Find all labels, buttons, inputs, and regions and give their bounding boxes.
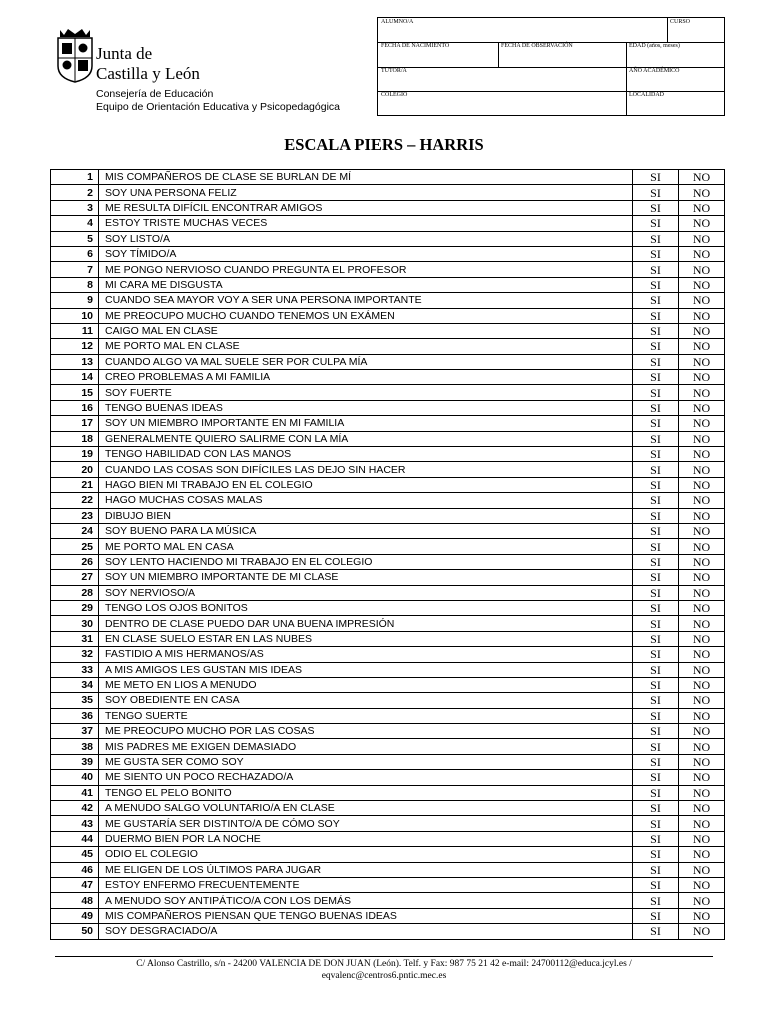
answer-si-option[interactable]: SI xyxy=(633,847,679,862)
question-number: 15 xyxy=(51,385,99,400)
question-row xyxy=(51,508,725,523)
answer-si-option[interactable]: SI xyxy=(633,585,679,600)
question-row xyxy=(51,370,725,385)
answer-no-option[interactable]: NO xyxy=(679,293,725,308)
question-row xyxy=(51,847,725,862)
question-row xyxy=(51,708,725,723)
question-number: 16 xyxy=(51,400,99,415)
answer-si-option[interactable]: SI xyxy=(633,924,679,939)
answer-si-option[interactable]: SI xyxy=(633,385,679,400)
question-text: CUANDO ALGO VA MAL SUELE SER POR CULPA MÍA xyxy=(99,354,633,369)
question-number: 48 xyxy=(51,893,99,908)
question-row xyxy=(51,570,725,585)
question-text: CAIGO MAL EN CLASE xyxy=(99,323,633,338)
answer-si-option[interactable]: SI xyxy=(633,908,679,923)
question-text: A MIS AMIGOS LES GUSTAN MIS IDEAS xyxy=(99,662,633,677)
question-text: ME GUSTARÍA SER DISTINTO/A DE CÓMO SOY xyxy=(99,816,633,831)
question-text: MI CARA ME DISGUSTA xyxy=(99,277,633,292)
question-row xyxy=(51,816,725,831)
castilla-leon-coat-of-arms-logo xyxy=(52,26,98,84)
question-row xyxy=(51,585,725,600)
question-text: SOY UNA PERSONA FELIZ xyxy=(99,185,633,200)
question-text: ME ELIGEN DE LOS ÚLTIMOS PARA JUGAR xyxy=(99,862,633,877)
question-text: TENGO HABILIDAD CON LAS MANOS xyxy=(99,447,633,462)
question-number: 45 xyxy=(51,847,99,862)
answer-no-option[interactable]: NO xyxy=(679,754,725,769)
question-number: 29 xyxy=(51,600,99,615)
footer-line1: C/ Alonso Castrillo, s/n - 24200 VALENCIA DE DON JUAN (León). Telf. y Fax: 987 75 21 42 e-mail: 24700112@educa.jcyl.es / xyxy=(136,959,632,969)
alumno-field[interactable]: ALUMNO/A xyxy=(381,19,414,25)
question-number: 25 xyxy=(51,539,99,554)
department-line2: Equipo de Orientación Educativa y Psicopedagógica xyxy=(96,101,340,113)
question-row xyxy=(51,477,725,492)
question-number: 37 xyxy=(51,724,99,739)
question-number: 47 xyxy=(51,877,99,892)
question-row xyxy=(51,924,725,939)
question-number: 11 xyxy=(51,323,99,338)
answer-no-option[interactable]: NO xyxy=(679,816,725,831)
org-name-line2: Castilla y León xyxy=(96,64,200,83)
answer-si-option[interactable]: SI xyxy=(633,600,679,615)
answer-si-option[interactable]: SI xyxy=(633,616,679,631)
question-number: 12 xyxy=(51,339,99,354)
question-number: 2 xyxy=(51,185,99,200)
question-row xyxy=(51,616,725,631)
answer-no-option[interactable]: NO xyxy=(679,616,725,631)
question-number: 24 xyxy=(51,523,99,538)
question-row xyxy=(51,462,725,477)
question-number: 28 xyxy=(51,585,99,600)
question-text: ESTOY TRISTE MUCHAS VECES xyxy=(99,216,633,231)
question-row xyxy=(51,431,725,446)
answer-si-option[interactable]: SI xyxy=(633,816,679,831)
question-number: 49 xyxy=(51,908,99,923)
answer-no-option[interactable]: NO xyxy=(679,785,725,800)
answer-si-option[interactable]: SI xyxy=(633,293,679,308)
answer-no-option[interactable]: NO xyxy=(679,770,725,785)
footer-divider xyxy=(55,956,713,957)
question-row xyxy=(51,647,725,662)
footer-address xyxy=(55,958,713,982)
answer-no-option[interactable]: NO xyxy=(679,385,725,400)
question-number: 6 xyxy=(51,246,99,261)
question-text: TENGO EL PELO BONITO xyxy=(99,785,633,800)
question-number: 20 xyxy=(51,462,99,477)
answer-no-option[interactable]: NO xyxy=(679,262,725,277)
question-row xyxy=(51,862,725,877)
question-text: CUANDO SEA MAYOR VOY A SER UNA PERSONA IMPORTANTE xyxy=(99,293,633,308)
question-number: 32 xyxy=(51,647,99,662)
footer-line2: eqvalenc@centros6.pntic.mec.es xyxy=(321,971,447,981)
question-row xyxy=(51,262,725,277)
answer-no-option[interactable]: NO xyxy=(679,246,725,261)
question-row xyxy=(51,770,725,785)
answer-si-option[interactable]: SI xyxy=(633,724,679,739)
question-text: SOY FUERTE xyxy=(99,385,633,400)
question-number: 50 xyxy=(51,924,99,939)
answer-si-option[interactable]: SI xyxy=(633,477,679,492)
answer-si-option[interactable]: SI xyxy=(633,801,679,816)
question-number: 18 xyxy=(51,431,99,446)
answer-si-option[interactable]: SI xyxy=(633,200,679,215)
question-text: EN CLASE SUELO ESTAR EN LAS NUBES xyxy=(99,631,633,646)
answer-no-option[interactable]: NO xyxy=(679,231,725,246)
question-row xyxy=(51,831,725,846)
answer-no-option[interactable]: NO xyxy=(679,708,725,723)
answer-no-option[interactable]: NO xyxy=(679,370,725,385)
question-number: 8 xyxy=(51,277,99,292)
answer-si-option[interactable]: SI xyxy=(633,447,679,462)
org-name-line1: Junta de xyxy=(96,44,153,63)
question-text: ME PORTO MAL EN CASA xyxy=(99,539,633,554)
question-number: 43 xyxy=(51,816,99,831)
observation-date-field[interactable]: FECHA DE OBSERVACIÓN xyxy=(501,43,573,49)
question-number: 42 xyxy=(51,801,99,816)
answer-si-option[interactable]: SI xyxy=(633,231,679,246)
question-text: ME RESULTA DIFÍCIL ENCONTRAR AMIGOS xyxy=(99,200,633,215)
answer-si-option[interactable]: SI xyxy=(633,508,679,523)
question-text: SOY UN MIEMBRO IMPORTANTE EN MI FAMILIA xyxy=(99,416,633,431)
question-row xyxy=(51,877,725,892)
question-row xyxy=(51,801,725,816)
answer-no-option[interactable]: NO xyxy=(679,277,725,292)
question-number: 21 xyxy=(51,477,99,492)
student-info-form xyxy=(377,17,725,116)
answer-no-option[interactable]: NO xyxy=(679,493,725,508)
answer-no-option[interactable]: NO xyxy=(679,416,725,431)
answer-no-option[interactable]: NO xyxy=(679,585,725,600)
question-number: 4 xyxy=(51,216,99,231)
question-text: MIS PADRES ME EXIGEN DEMASIADO xyxy=(99,739,633,754)
answer-no-option[interactable]: NO xyxy=(679,200,725,215)
question-row xyxy=(51,739,725,754)
answer-si-option[interactable]: SI xyxy=(633,262,679,277)
question-text: ME PONGO NERVIOSO CUANDO PREGUNTA EL PROFESOR xyxy=(99,262,633,277)
question-number: 33 xyxy=(51,662,99,677)
answer-no-option[interactable]: NO xyxy=(679,477,725,492)
question-number: 9 xyxy=(51,293,99,308)
question-text: SOY BUENO PARA LA MÚSICA xyxy=(99,523,633,538)
answer-si-option[interactable]: SI xyxy=(633,523,679,538)
question-number: 38 xyxy=(51,739,99,754)
question-text: TENGO BUENAS IDEAS xyxy=(99,400,633,415)
question-text: MIS COMPAÑEROS DE CLASE SE BURLAN DE MÍ xyxy=(99,170,633,185)
answer-no-option[interactable]: NO xyxy=(679,323,725,338)
locality-field[interactable]: LOCALIDAD xyxy=(629,92,664,98)
question-text: TENGO LOS OJOS BONITOS xyxy=(99,600,633,615)
question-row xyxy=(51,600,725,615)
answer-no-option[interactable]: NO xyxy=(679,924,725,939)
question-number: 35 xyxy=(51,693,99,708)
birth-date-field[interactable]: FECHA DE NACIMIENTO xyxy=(381,43,450,49)
question-number: 14 xyxy=(51,370,99,385)
answer-si-option[interactable]: SI xyxy=(633,339,679,354)
answer-si-option[interactable]: SI xyxy=(633,647,679,662)
question-text: ME PREOCUPO MUCHO CUANDO TENEMOS UN EXÁMEN xyxy=(99,308,633,323)
question-text: A MENUDO SALGO VOLUNTARIO/A EN CLASE xyxy=(99,801,633,816)
question-row xyxy=(51,493,725,508)
answer-no-option[interactable]: NO xyxy=(679,739,725,754)
answer-no-option[interactable]: NO xyxy=(679,693,725,708)
questionnaire-table xyxy=(50,169,725,940)
question-text: ME METO EN LIOS A MENUDO xyxy=(99,677,633,692)
answer-no-option[interactable]: NO xyxy=(679,431,725,446)
answer-no-option[interactable]: NO xyxy=(679,801,725,816)
question-text: SOY LISTO/A xyxy=(99,231,633,246)
question-text: A MENUDO SOY ANTIPÁTICO/A CON LOS DEMÁS xyxy=(99,893,633,908)
answer-no-option[interactable]: NO xyxy=(679,847,725,862)
answer-si-option[interactable]: SI xyxy=(633,354,679,369)
question-row xyxy=(51,246,725,261)
answer-si-option[interactable]: SI xyxy=(633,416,679,431)
question-text: ME PREOCUPO MUCHO POR LAS COSAS xyxy=(99,724,633,739)
answer-si-option[interactable]: SI xyxy=(633,431,679,446)
question-row xyxy=(51,277,725,292)
answer-si-option[interactable]: SI xyxy=(633,570,679,585)
question-row xyxy=(51,323,725,338)
question-text: DUERMO BIEN POR LA NOCHE xyxy=(99,831,633,846)
question-text: TENGO SUERTE xyxy=(99,708,633,723)
academic-year-field[interactable]: AÑO ACADÉMICO xyxy=(629,68,680,74)
question-text: ME GUSTA SER COMO SOY xyxy=(99,754,633,769)
curso-field[interactable]: CURSO xyxy=(670,19,691,25)
question-row xyxy=(51,539,725,554)
answer-si-option[interactable]: SI xyxy=(633,893,679,908)
question-text: FASTIDIO A MIS HERMANOS/AS xyxy=(99,647,633,662)
question-text: ME SIENTO UN POCO RECHAZADO/A xyxy=(99,770,633,785)
school-field[interactable]: COLEGIO xyxy=(381,92,408,98)
question-number: 17 xyxy=(51,416,99,431)
answer-no-option[interactable]: NO xyxy=(679,677,725,692)
answer-no-option[interactable]: NO xyxy=(679,877,725,892)
question-number: 44 xyxy=(51,831,99,846)
answer-si-option[interactable]: SI xyxy=(633,370,679,385)
question-row xyxy=(51,185,725,200)
answer-si-option[interactable]: SI xyxy=(633,754,679,769)
question-number: 39 xyxy=(51,754,99,769)
answer-no-option[interactable]: NO xyxy=(679,908,725,923)
age-field[interactable]: EDAD (años, meses) xyxy=(629,43,680,49)
question-row xyxy=(51,662,725,677)
question-row xyxy=(51,416,725,431)
question-row xyxy=(51,400,725,415)
answer-no-option[interactable]: NO xyxy=(679,554,725,569)
answer-si-option[interactable]: SI xyxy=(633,677,679,692)
answer-si-option[interactable]: SI xyxy=(633,770,679,785)
answer-si-option[interactable]: SI xyxy=(633,708,679,723)
question-number: 27 xyxy=(51,570,99,585)
answer-si-option[interactable]: SI xyxy=(633,308,679,323)
answer-si-option[interactable]: SI xyxy=(633,277,679,292)
question-row xyxy=(51,724,725,739)
answer-si-option[interactable]: SI xyxy=(633,493,679,508)
question-text: GENERALMENTE QUIERO SALIRME CON LA MÍA xyxy=(99,431,633,446)
answer-si-option[interactable]: SI xyxy=(633,216,679,231)
answer-si-option[interactable]: SI xyxy=(633,246,679,261)
answer-no-option[interactable]: NO xyxy=(679,570,725,585)
answer-si-option[interactable]: SI xyxy=(633,462,679,477)
question-number: 31 xyxy=(51,631,99,646)
page-title: ESCALA PIERS – HARRIS xyxy=(284,135,484,154)
answer-no-option[interactable]: NO xyxy=(679,447,725,462)
question-row xyxy=(51,693,725,708)
question-number: 34 xyxy=(51,677,99,692)
answer-no-option[interactable]: NO xyxy=(679,462,725,477)
answer-no-option[interactable]: NO xyxy=(679,308,725,323)
question-number: 41 xyxy=(51,785,99,800)
answer-no-option[interactable]: NO xyxy=(679,339,725,354)
question-row xyxy=(51,447,725,462)
question-text: CUANDO LAS COSAS SON DIFÍCILES LAS DEJO SIN HACER xyxy=(99,462,633,477)
question-number: 30 xyxy=(51,616,99,631)
question-row xyxy=(51,200,725,215)
question-row xyxy=(51,554,725,569)
answer-si-option[interactable]: SI xyxy=(633,831,679,846)
question-text: DENTRO DE CLASE PUEDO DAR UNA BUENA IMPRESIÓN xyxy=(99,616,633,631)
question-number: 5 xyxy=(51,231,99,246)
question-number: 1 xyxy=(51,170,99,185)
question-number: 22 xyxy=(51,493,99,508)
question-row xyxy=(51,216,725,231)
question-row xyxy=(51,677,725,692)
answer-no-option[interactable]: NO xyxy=(679,185,725,200)
answer-no-option[interactable]: NO xyxy=(679,893,725,908)
answer-no-option[interactable]: NO xyxy=(679,216,725,231)
question-number: 7 xyxy=(51,262,99,277)
answer-si-option[interactable]: SI xyxy=(633,323,679,338)
answer-si-option[interactable]: SI xyxy=(633,739,679,754)
question-row xyxy=(51,908,725,923)
answer-si-option[interactable]: SI xyxy=(633,877,679,892)
question-number: 26 xyxy=(51,554,99,569)
question-number: 10 xyxy=(51,308,99,323)
answer-no-option[interactable]: NO xyxy=(679,647,725,662)
tutor-field[interactable]: TUTOR/A xyxy=(381,68,407,74)
question-row xyxy=(51,354,725,369)
question-text: SOY LENTO HACIENDO MI TRABAJO EN EL COLEGIO xyxy=(99,554,633,569)
answer-no-option[interactable]: NO xyxy=(679,539,725,554)
question-row xyxy=(51,523,725,538)
question-number: 13 xyxy=(51,354,99,369)
question-number: 46 xyxy=(51,862,99,877)
answer-si-option[interactable]: SI xyxy=(633,862,679,877)
question-row xyxy=(51,631,725,646)
answer-si-option[interactable]: SI xyxy=(633,693,679,708)
question-text: SOY UN MIEMBRO IMPORTANTE DE MI CLASE xyxy=(99,570,633,585)
question-row xyxy=(51,339,725,354)
answer-no-option[interactable]: NO xyxy=(679,523,725,538)
question-text: SOY TÍMIDO/A xyxy=(99,246,633,261)
question-row xyxy=(51,385,725,400)
question-text: ODIO EL COLEGIO xyxy=(99,847,633,862)
answer-si-option[interactable]: SI xyxy=(633,631,679,646)
answer-si-option[interactable]: SI xyxy=(633,554,679,569)
answer-si-option[interactable]: SI xyxy=(633,785,679,800)
answer-si-option[interactable]: SI xyxy=(633,400,679,415)
question-text: ESTOY ENFERMO FRECUENTEMENTE xyxy=(99,877,633,892)
answer-no-option[interactable]: NO xyxy=(679,831,725,846)
question-row xyxy=(51,893,725,908)
question-number: 3 xyxy=(51,200,99,215)
question-text: ME PORTO MAL EN CLASE xyxy=(99,339,633,354)
question-number: 23 xyxy=(51,508,99,523)
question-text: SOY OBEDIENTE EN CASA xyxy=(99,693,633,708)
answer-no-option[interactable]: NO xyxy=(679,354,725,369)
question-text: SOY DESGRACIADO/A xyxy=(99,924,633,939)
question-row xyxy=(51,308,725,323)
answer-si-option[interactable]: SI xyxy=(633,662,679,677)
answer-no-option[interactable]: NO xyxy=(679,170,725,185)
answer-no-option[interactable]: NO xyxy=(679,662,725,677)
answer-no-option[interactable]: NO xyxy=(679,400,725,415)
question-text: HAGO BIEN MI TRABAJO EN EL COLEGIO xyxy=(99,477,633,492)
department-line1: Consejería de Educación xyxy=(96,88,214,100)
question-row xyxy=(51,231,725,246)
answer-no-option[interactable]: NO xyxy=(679,724,725,739)
answer-no-option[interactable]: NO xyxy=(679,600,725,615)
answer-no-option[interactable]: NO xyxy=(679,862,725,877)
question-text: CREO PROBLEMAS A MI FAMILIA xyxy=(99,370,633,385)
answer-no-option[interactable]: NO xyxy=(679,631,725,646)
question-row xyxy=(51,170,725,185)
question-text: DIBUJO BIEN xyxy=(99,508,633,523)
question-row xyxy=(51,293,725,308)
answer-si-option[interactable]: SI xyxy=(633,170,679,185)
question-row xyxy=(51,754,725,769)
question-row xyxy=(51,785,725,800)
answer-si-option[interactable]: SI xyxy=(633,539,679,554)
question-text: HAGO MUCHAS COSAS MALAS xyxy=(99,493,633,508)
question-number: 36 xyxy=(51,708,99,723)
question-text: MIS COMPAÑEROS PIENSAN QUE TENGO BUENAS IDEAS xyxy=(99,908,633,923)
answer-si-option[interactable]: SI xyxy=(633,185,679,200)
question-number: 40 xyxy=(51,770,99,785)
question-number: 19 xyxy=(51,447,99,462)
answer-no-option[interactable]: NO xyxy=(679,508,725,523)
question-text: SOY NERVIOSO/A xyxy=(99,585,633,600)
